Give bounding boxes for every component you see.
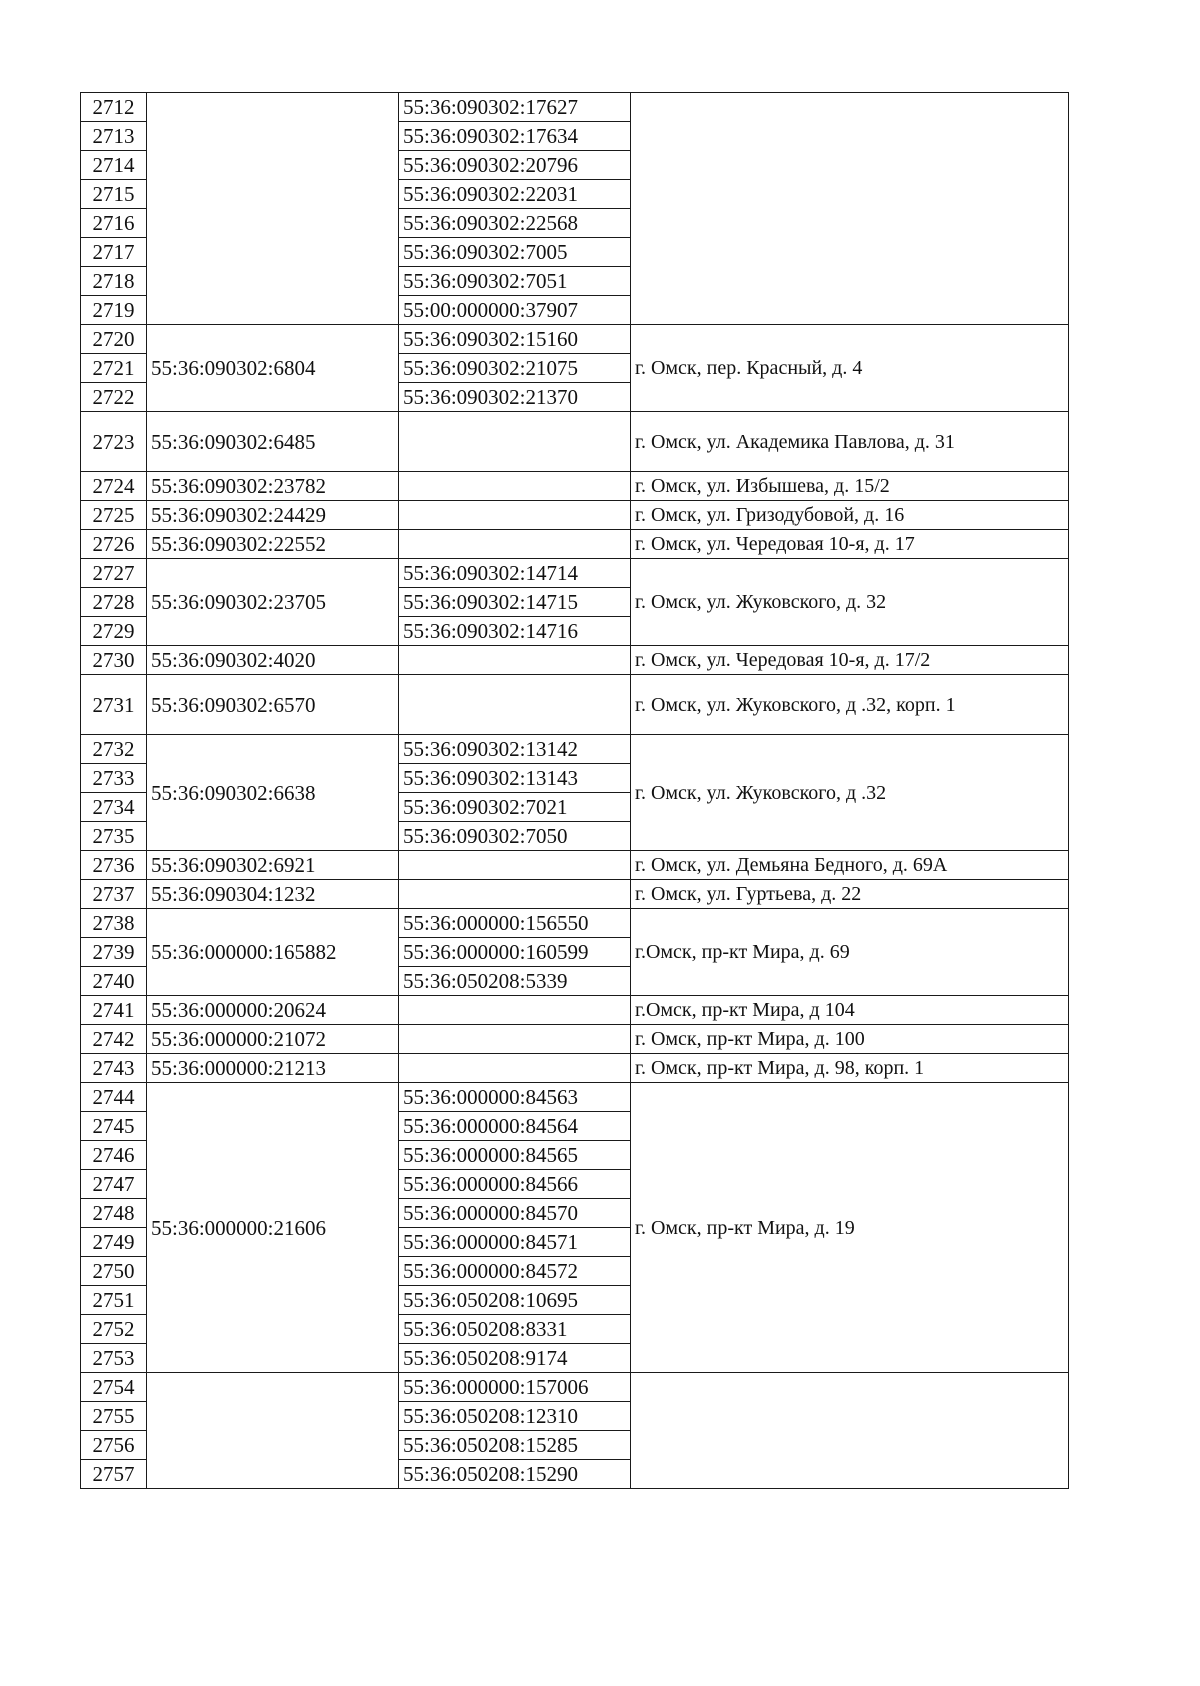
row-number: 2749 [81,1228,147,1257]
row-number: 2730 [81,646,147,675]
part-cadastral-number-cell: 55:00:000000:37907 [399,296,631,325]
row-number: 2740 [81,967,147,996]
row-number: 2716 [81,209,147,238]
row-number: 2732 [81,735,147,764]
row-number: 2746 [81,1141,147,1170]
row-number: 2722 [81,383,147,412]
row-number: 2743 [81,1054,147,1083]
part-cadastral-number-cell: 55:36:050208:9174 [399,1344,631,1373]
part-cadastral-number-cell: 55:36:000000:156550 [399,909,631,938]
cadastral-number-cell: 55:36:000000:165882 [147,909,399,996]
row-number: 2737 [81,880,147,909]
row-number: 2734 [81,793,147,822]
part-cadastral-number-cell: 55:36:000000:84572 [399,1257,631,1286]
address-cell: г.Омск, пр-кт Мира, д 104 [631,996,1069,1025]
row-number: 2735 [81,822,147,851]
table-row [81,412,1069,472]
cadastral-number-cell: 55:36:000000:20624 [147,996,399,1025]
table-row [81,996,1069,1025]
table-row [81,1054,1069,1083]
part-cadastral-number-cell: 55:36:050208:8331 [399,1315,631,1344]
land-plots-table [80,92,1069,1489]
table-row [81,1083,1069,1112]
cadastral-number-cell: 55:36:090302:6570 [147,675,399,735]
table-row [81,559,1069,588]
part-cadastral-number-cell [399,472,631,501]
part-cadastral-number-cell: 55:36:090302:14714 [399,559,631,588]
row-number: 2718 [81,267,147,296]
table-row [81,675,1069,735]
row-number: 2714 [81,151,147,180]
part-cadastral-number-cell [399,851,631,880]
part-cadastral-number-cell: 55:36:000000:84571 [399,1228,631,1257]
address-cell: г. Омск, ул. Жуковского, д .32 [631,735,1069,851]
address-cell: г. Омск, ул. Жуковского, д .32, корп. 1 [631,675,1069,735]
part-cadastral-number-cell: 55:36:090302:14716 [399,617,631,646]
cadastral-number-cell: 55:36:090302:24429 [147,501,399,530]
row-number: 2756 [81,1431,147,1460]
row-number: 2728 [81,588,147,617]
part-cadastral-number-cell: 55:36:090302:17634 [399,122,631,151]
part-cadastral-number-cell: 55:36:090302:22031 [399,180,631,209]
row-number: 2738 [81,909,147,938]
table-row [81,472,1069,501]
part-cadastral-number-cell: 55:36:090302:15160 [399,325,631,354]
part-cadastral-number-cell: 55:36:090302:21370 [399,383,631,412]
cadastral-number-cell: 55:36:090302:23705 [147,559,399,646]
cadastral-number-cell: 55:36:090302:6921 [147,851,399,880]
table-row [81,530,1069,559]
address-cell [631,1373,1069,1489]
row-number: 2720 [81,325,147,354]
cadastral-number-cell: 55:36:000000:21606 [147,1083,399,1373]
part-cadastral-number-cell: 55:36:000000:84563 [399,1083,631,1112]
address-cell: г. Омск, ул. Академика Павлова, д. 31 [631,412,1069,472]
part-cadastral-number-cell: 55:36:050208:15290 [399,1460,631,1489]
cadastral-number-cell [147,1373,399,1489]
part-cadastral-number-cell [399,412,631,472]
row-number: 2731 [81,675,147,735]
part-cadastral-number-cell: 55:36:050208:15285 [399,1431,631,1460]
address-cell: г. Омск, ул. Избышева, д. 15/2 [631,472,1069,501]
part-cadastral-number-cell: 55:36:090302:22568 [399,209,631,238]
table-row [81,735,1069,764]
part-cadastral-number-cell: 55:36:000000:84566 [399,1170,631,1199]
row-number: 2724 [81,472,147,501]
table-row [81,646,1069,675]
part-cadastral-number-cell: 55:36:090302:13143 [399,764,631,793]
address-cell [631,93,1069,325]
address-cell: г. Омск, пер. Красный, д. 4 [631,325,1069,412]
part-cadastral-number-cell [399,880,631,909]
cadastral-number-cell: 55:36:090302:6804 [147,325,399,412]
part-cadastral-number-cell: 55:36:090302:13142 [399,735,631,764]
address-cell: г. Омск, ул. Гризодубовой, д. 16 [631,501,1069,530]
part-cadastral-number-cell: 55:36:000000:84570 [399,1199,631,1228]
cadastral-number-cell [147,93,399,325]
address-cell: г.Омск, пр-кт Мира, д. 69 [631,909,1069,996]
part-cadastral-number-cell: 55:36:000000:84564 [399,1112,631,1141]
row-number: 2717 [81,238,147,267]
cadastral-number-cell: 55:36:090302:22552 [147,530,399,559]
address-cell: г. Омск, ул. Чередовая 10-я, д. 17/2 [631,646,1069,675]
row-number: 2745 [81,1112,147,1141]
part-cadastral-number-cell [399,675,631,735]
table-row [81,851,1069,880]
cadastral-number-cell: 55:36:090302:6485 [147,412,399,472]
part-cadastral-number-cell: 55:36:090302:7051 [399,267,631,296]
part-cadastral-number-cell [399,1025,631,1054]
cadastral-number-cell: 55:36:000000:21213 [147,1054,399,1083]
part-cadastral-number-cell [399,646,631,675]
row-number: 2725 [81,501,147,530]
row-number: 2739 [81,938,147,967]
row-number: 2742 [81,1025,147,1054]
part-cadastral-number-cell: 55:36:090302:17627 [399,93,631,122]
part-cadastral-number-cell: 55:36:090302:21075 [399,354,631,383]
part-cadastral-number-cell: 55:36:090302:7021 [399,793,631,822]
row-number: 2736 [81,851,147,880]
table-body [81,93,1069,1489]
table-row [81,880,1069,909]
part-cadastral-number-cell: 55:36:050208:5339 [399,967,631,996]
part-cadastral-number-cell [399,530,631,559]
cadastral-number-cell: 55:36:090302:6638 [147,735,399,851]
part-cadastral-number-cell: 55:36:050208:12310 [399,1402,631,1431]
address-cell: г. Омск, ул. Гуртьева, д. 22 [631,880,1069,909]
part-cadastral-number-cell [399,1054,631,1083]
part-cadastral-number-cell [399,501,631,530]
row-number: 2726 [81,530,147,559]
address-cell: г. Омск, ул. Жуковского, д. 32 [631,559,1069,646]
cadastral-number-cell: 55:36:090302:23782 [147,472,399,501]
table-row [81,93,1069,122]
row-number: 2727 [81,559,147,588]
address-cell: г. Омск, пр-кт Мира, д. 100 [631,1025,1069,1054]
part-cadastral-number-cell: 55:36:000000:160599 [399,938,631,967]
row-number: 2750 [81,1257,147,1286]
row-number: 2719 [81,296,147,325]
table-row [81,1373,1069,1402]
part-cadastral-number-cell [399,996,631,1025]
row-number: 2748 [81,1199,147,1228]
row-number: 2754 [81,1373,147,1402]
table-row [81,325,1069,354]
address-cell: г. Омск, ул. Чередовая 10-я, д. 17 [631,530,1069,559]
row-number: 2715 [81,180,147,209]
cadastral-number-cell: 55:36:090304:1232 [147,880,399,909]
cadastral-number-cell: 55:36:000000:21072 [147,1025,399,1054]
row-number: 2752 [81,1315,147,1344]
row-number: 2741 [81,996,147,1025]
row-number: 2733 [81,764,147,793]
part-cadastral-number-cell: 55:36:090302:20796 [399,151,631,180]
part-cadastral-number-cell: 55:36:050208:10695 [399,1286,631,1315]
address-cell: г. Омск, пр-кт Мира, д. 19 [631,1083,1069,1373]
row-number: 2729 [81,617,147,646]
part-cadastral-number-cell: 55:36:090302:7050 [399,822,631,851]
row-number: 2713 [81,122,147,151]
table-row [81,501,1069,530]
address-cell: г. Омск, пр-кт Мира, д. 98, корп. 1 [631,1054,1069,1083]
row-number: 2712 [81,93,147,122]
row-number: 2744 [81,1083,147,1112]
address-cell: г. Омск, ул. Демьяна Бедного, д. 69А [631,851,1069,880]
row-number: 2723 [81,412,147,472]
table-row [81,909,1069,938]
part-cadastral-number-cell: 55:36:000000:157006 [399,1373,631,1402]
part-cadastral-number-cell: 55:36:000000:84565 [399,1141,631,1170]
part-cadastral-number-cell: 55:36:090302:14715 [399,588,631,617]
table-row [81,1025,1069,1054]
row-number: 2747 [81,1170,147,1199]
row-number: 2755 [81,1402,147,1431]
row-number: 2757 [81,1460,147,1489]
cadastral-number-cell: 55:36:090302:4020 [147,646,399,675]
row-number: 2721 [81,354,147,383]
row-number: 2751 [81,1286,147,1315]
row-number: 2753 [81,1344,147,1373]
part-cadastral-number-cell: 55:36:090302:7005 [399,238,631,267]
